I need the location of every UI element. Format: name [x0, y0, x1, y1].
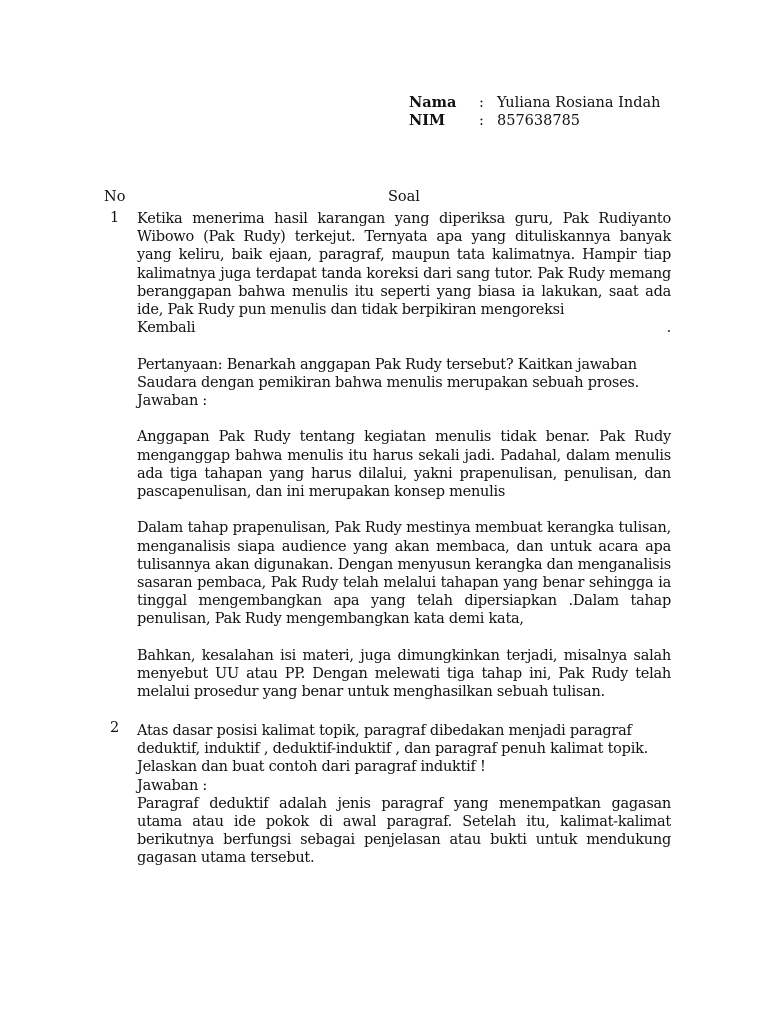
answer-label: Jawaban :	[137, 777, 208, 794]
question-block	[137, 722, 671, 868]
answer-paragraph: Anggapan Pak Rudy tentang kegiatan menulis tidak benar. Pak Rudy menganggap bahwa menulis itu harus sekali jadi. Padahal, dalam menulis ada tiga tahapan yang harus dilalui, yakni prapenulisan, penulisan, dan pascapenulisan, dan ini merupakan konsep menulis	[137, 429, 671, 501]
nim-value: 857638785	[497, 113, 581, 129]
nim-colon: :	[479, 113, 484, 129]
answer-paragraph: Paragraf deduktif adalah jenis paragraf yang menempatkan gagasan utama atau ide pokok di awal paragraf. Setelah itu, kalimat-kalimat berikutnya berfungsi sebagai penjelasan atau bukti untuk mendukung gagasan utama tersebut.	[137, 795, 671, 867]
answer-paragraph: Bahkan, kesalahan isi materi, juga dimungkinkan terjadi, misalnya salah menyebut UU atau PP. Dengan melewati tiga tahap ini, Pak Rudy telah melalui prosedur yang benar untuk menghasilkan sebuah tulisan.	[137, 647, 671, 701]
question-number: 1	[110, 210, 120, 226]
name-row	[409, 94, 660, 112]
answer-label: Jawaban :	[137, 393, 208, 410]
question-prompt: Pertanyaan: Benarkah anggapan Pak Rudy tersebut? Kaitkan jawaban Saudara dengan pemikiran bahwa menulis merupakan sebuah proses.	[137, 356, 639, 391]
nim-label: NIM	[409, 112, 446, 129]
nim-row	[409, 112, 660, 130]
question-number: 2	[110, 720, 120, 736]
column-header-no: No	[104, 189, 126, 205]
question-end-word: Kembali	[137, 320, 196, 337]
question-end-mark: .	[666, 320, 671, 337]
question-text: Ketika menerima hasil karangan yang diperiksa guru, Pak Rudiyanto Wibowo (Pak Rudy) terkejut. Ternyata apa yang dituliskannya banyak yang keliru, baik ejaan, paragraf, maupun tata kalimatnya. Hampir tiap kalimatnya juga terdapat tanda koreksi dari sang tutor. Pak Rudy memang beranggapan bahwa menulis itu seperti yang biasa ia lakukan, saat ada ide, Pak Rudy pun menulis dan tidak berpikiran mengoreksi	[137, 211, 671, 319]
name-value: Yuliana Rosiana Indah	[497, 95, 661, 111]
column-header-soal: Soal	[388, 189, 420, 205]
question-block	[137, 210, 671, 701]
answer-paragraph: Dalam tahap prapenulisan, Pak Rudy mestinya membuat kerangka tulisan, menganalisis siapa audience yang akan membaca, dan untuk acara apa tulisannya akan digunakan. Dengan menyusun kerangka dan menganalisis sasaran pembaca, Pak Rudy telah melalui tahapan yang benar sehingga ia tinggal mengembangkan apa yang telah dipersiapkan .Dalam tahap penulisan, Pak Rudy mengembangkan kata demi kata,	[137, 520, 671, 628]
question-text-end	[137, 319, 671, 337]
student-info	[409, 94, 660, 130]
name-colon: :	[479, 95, 484, 111]
name-label: Nama	[409, 94, 457, 111]
question-text: Atas dasar posisi kalimat topik, paragraf dibedakan menjadi paragraf deduktif, induktif , deduktif-induktif , dan paragraf penuh kalimat topik. Jelaskan dan buat contoh dari paragraf induktif !	[137, 723, 648, 776]
